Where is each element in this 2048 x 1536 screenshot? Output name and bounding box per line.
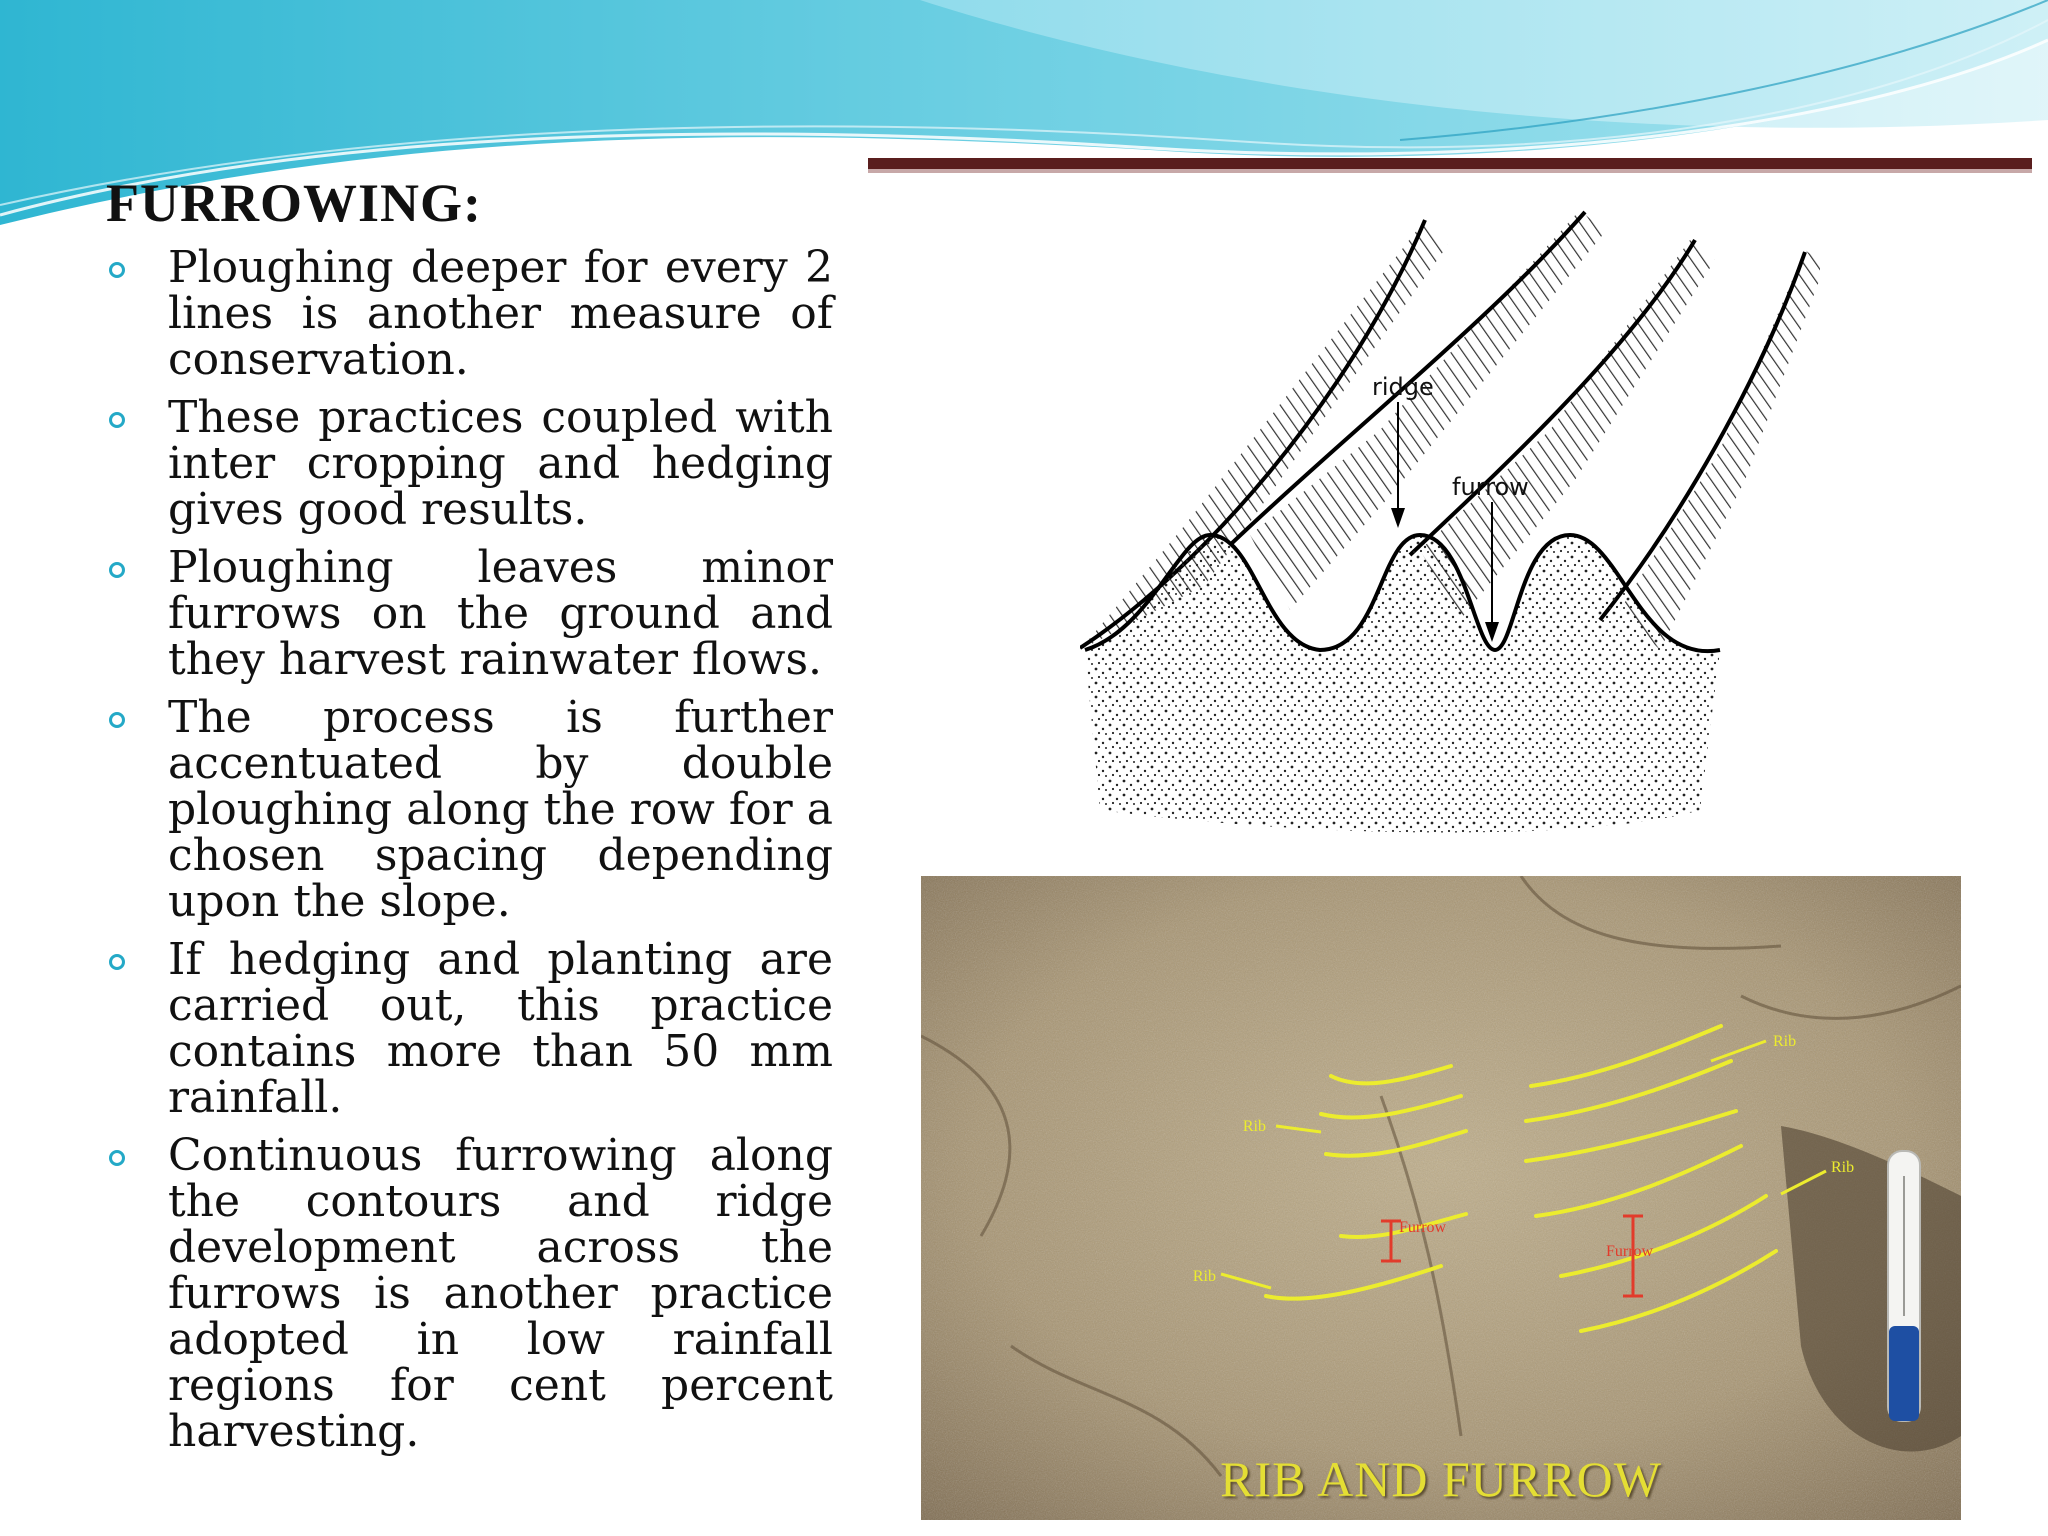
bullet-item xyxy=(106,692,833,927)
photo-drawing xyxy=(921,876,1961,1520)
rib-label-left-bottom: Rib xyxy=(1192,1268,1216,1285)
bullet-item xyxy=(106,392,833,535)
circle-bullet-icon xyxy=(109,562,125,578)
bullet-item xyxy=(106,542,833,685)
rib-label-right: Rib xyxy=(1831,1159,1855,1176)
title-divider-bar xyxy=(868,158,2032,169)
ridge-furrow-diagram xyxy=(1080,190,1820,850)
circle-bullet-icon xyxy=(109,1150,125,1166)
circle-bullet-icon xyxy=(109,954,125,970)
rib-and-furrow-photo xyxy=(921,876,1961,1520)
marker-pen-scale xyxy=(1888,1151,1920,1421)
circle-bullet-icon xyxy=(109,262,125,278)
bullet-text: Ploughing leaves minor furrows on the ground and they harvest rainwater flows. xyxy=(168,542,833,685)
bullet-item xyxy=(106,1130,833,1457)
circle-bullet-icon xyxy=(109,412,125,428)
bullet-item xyxy=(106,934,833,1123)
circle-bullet-icon xyxy=(109,712,125,728)
furrow-label-left: Furrow xyxy=(1399,1219,1447,1236)
photo-caption: RIB AND FURROW xyxy=(1220,1451,1662,1507)
ridge-label: ridge xyxy=(1372,373,1434,401)
bullet-text: Continuous furrowing along the contours and ridge development across the furrows is another practice adopted in low rainfall regions for cent percent harvesting. xyxy=(168,1130,833,1457)
ridge-arrowhead-icon xyxy=(1391,508,1405,528)
bullet-list xyxy=(106,242,833,1467)
slide-title: FURROWING: xyxy=(106,173,482,233)
bullet-text: These practices coupled with inter cropping and hedging gives good results. xyxy=(168,392,833,535)
bullet-item xyxy=(106,242,833,385)
bullet-text: Ploughing deeper for every 2 lines is another measure of conservation. xyxy=(168,242,833,385)
furrow-arrowhead-icon xyxy=(1485,622,1499,642)
soil-cross-section xyxy=(1085,535,1720,833)
furrow-label-right: Furrow xyxy=(1606,1243,1654,1260)
bullet-text: If hedging and planting are carried out, this practice contains more than 50 mm rainfall. xyxy=(168,934,833,1123)
furrow-label: furrow xyxy=(1452,473,1529,501)
rib-label-right-top: Rib xyxy=(1773,1033,1797,1050)
rib-label-left-top: Rib xyxy=(1242,1118,1266,1135)
bullet-text: The process is further accentuated by double ploughing along the row for a chosen spacing depending upon the slope. xyxy=(168,692,833,927)
